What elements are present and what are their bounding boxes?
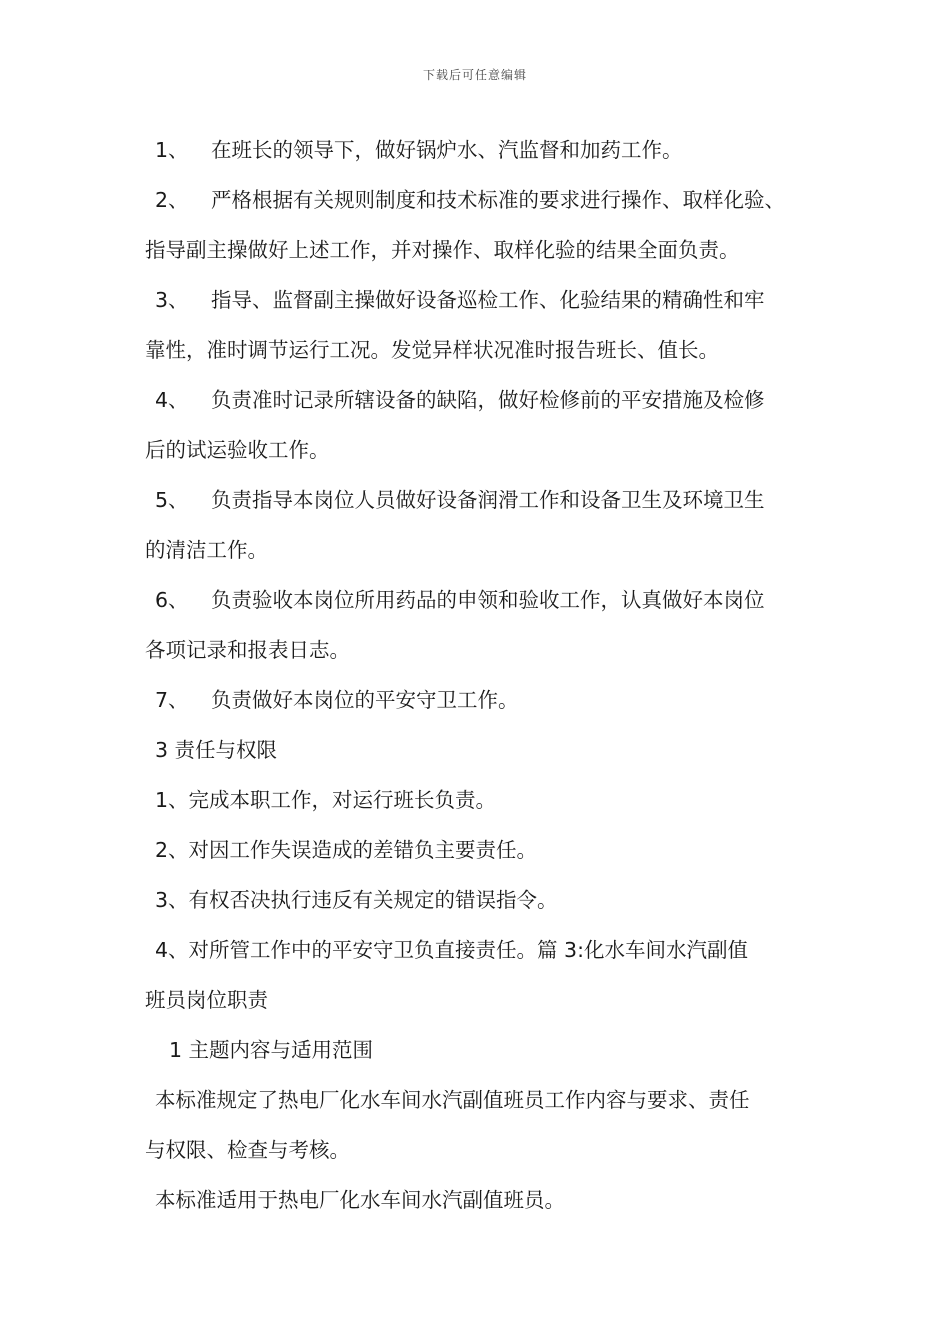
paragraph: 本标准规定了热电厂化水车间水汽副值班员工作内容与要求、责任	[155, 1088, 750, 1112]
duty-item-5	[145, 483, 825, 533]
page-header: 下载后可任意编辑	[422, 68, 527, 82]
item-number: 7、	[155, 688, 189, 712]
paragraph-cont: 与权限、检查与考核。	[145, 1138, 350, 1162]
item-text: 负责准时记录所辖设备的缺陷，做好检修前的平安措施及检修	[211, 388, 765, 412]
responsibility-item: 1、完成本职工作，对运行班长负责。	[155, 788, 497, 812]
section-heading: 3 责任与权限	[155, 738, 278, 762]
duty-item-6-cont: 各项记录和报表日志。	[145, 638, 350, 662]
item-text: 在班长的领导下，做好锅炉水、汽监督和加药工作。	[211, 138, 683, 162]
responsibility-item: 2、对因工作失误造成的差错负主要责任。	[155, 838, 538, 862]
responsibility-item: 4、对所管工作中的平安守卫负直接责任。篇 3:化水车间水汽副值	[155, 938, 749, 962]
paragraph: 本标准适用于热电厂化水车间水汽副值班员。	[155, 1188, 565, 1212]
duty-item-6	[145, 583, 825, 633]
document-body	[145, 133, 825, 1233]
duty-item-2	[145, 183, 825, 233]
item-number: 3、	[155, 288, 189, 312]
item-number: 6、	[155, 588, 189, 612]
duty-item-1	[145, 133, 825, 183]
duty-item-3	[145, 283, 825, 333]
duty-item-7	[145, 683, 825, 733]
item-text: 严格根据有关规则制度和技术标准的要求进行操作、取样化验、	[211, 188, 785, 212]
section-heading: 1 主题内容与适用范围	[169, 1038, 374, 1062]
duty-item-4	[145, 383, 825, 433]
responsibility-item: 3、有权否决执行违反有关规定的错误指令。	[155, 888, 558, 912]
responsibility-item-cont: 班员岗位职责	[145, 988, 268, 1012]
item-number: 4、	[155, 388, 189, 412]
item-text: 负责验收本岗位所用药品的申领和验收工作，认真做好本岗位	[211, 588, 765, 612]
item-number: 5、	[155, 488, 189, 512]
duty-item-4-cont: 后的试运验收工作。	[145, 438, 330, 462]
duty-item-3-cont: 靠性，准时调节运行工况。发觉异样状况准时报告班长、值长。	[145, 338, 719, 362]
item-text: 指导、监督副主操做好设备巡检工作、化验结果的精确性和牢	[211, 288, 765, 312]
item-number: 2、	[155, 188, 189, 212]
item-text: 负责指导本岗位人员做好设备润滑工作和设备卫生及环境卫生	[211, 488, 765, 512]
item-number: 1、	[155, 138, 189, 162]
item-text: 负责做好本岗位的平安守卫工作。	[211, 688, 519, 712]
duty-item-2-cont: 指导副主操做好上述工作，并对操作、取样化验的结果全面负责。	[145, 238, 740, 262]
duty-item-5-cont: 的清洁工作。	[145, 538, 268, 562]
